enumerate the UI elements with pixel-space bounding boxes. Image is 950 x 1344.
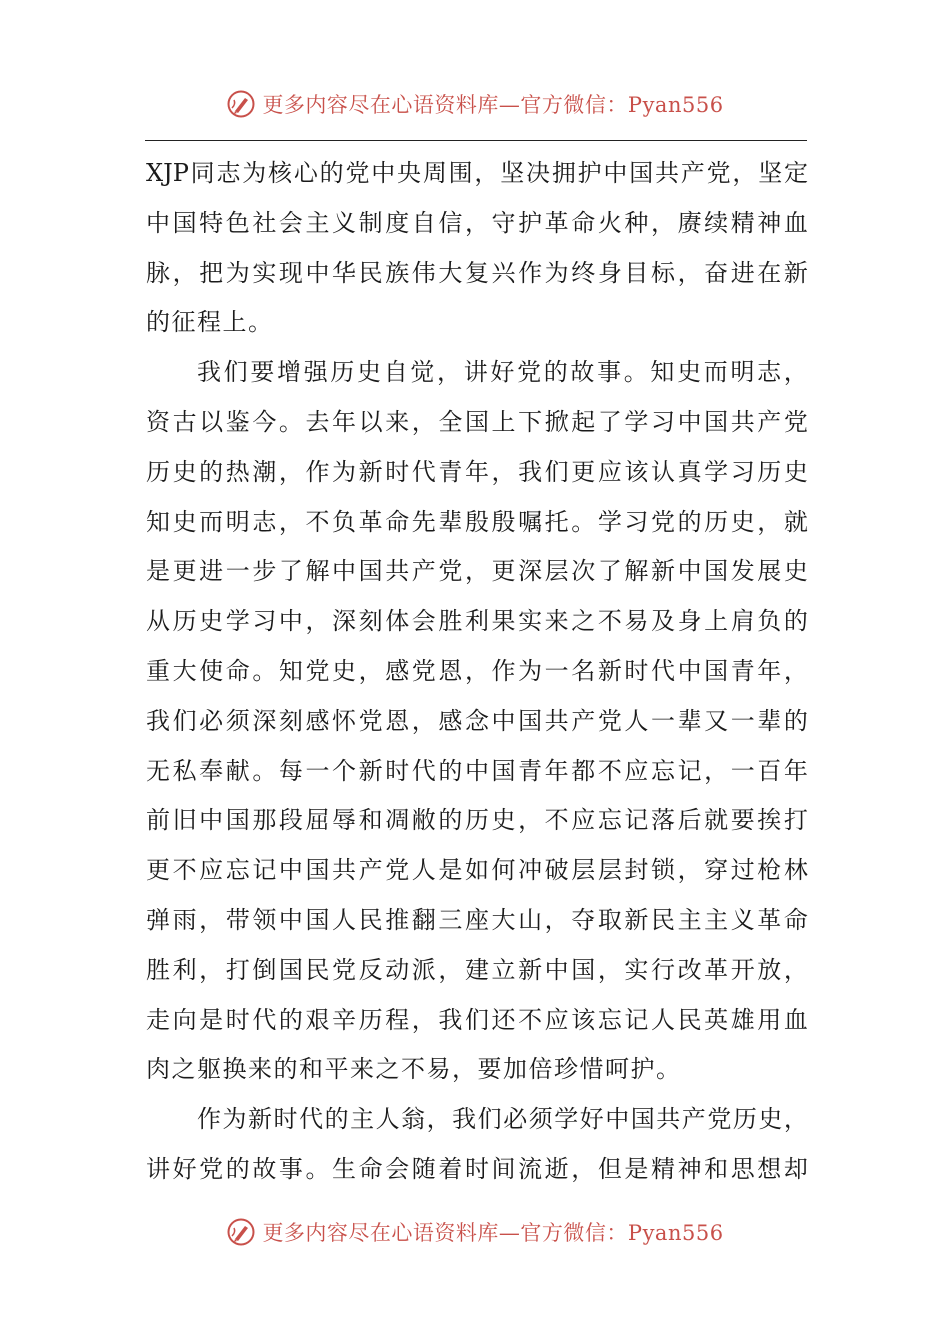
text-line: 无 私 奉 献 。 每 一 个 新 时 代 的 中 国 青 年 都 不 应 忘 记 ， 一 百 年 [146, 756, 808, 785]
pen-logo-icon [226, 1217, 256, 1247]
text-line: 弹 雨 ， 带 领 中 国 人 民 推 翻 三 座 大 山 ， 夺 取 新 民 主 主 义 革 命 [146, 905, 808, 934]
text-line: 作 为 新 时 代 的 主 人 翁 ， 我 们 必 须 学 好 中 国 共 产 党 历 史 ， [197, 1105, 808, 1134]
text-line: 重 大 使 命 。 知 党 史 ， 感 党 恩 ， 作 为 一 名 新 时 代 中 国 青 年 ， [146, 656, 808, 685]
text-line: 的征程上。 [146, 308, 274, 337]
text-line: XJP 同 志 为 核 心 的 党 中 央 周 围 ， 坚 决 拥 护 中 国 共 产 党 ， 坚 定 [146, 159, 808, 187]
text-line: 我 们 必 须 深 刻 感 怀 党 恩 ， 感 念 中 国 共 产 党 人 一 辈 又 一 辈 的 [146, 706, 808, 735]
watermark-text: 更多内容尽在心语资料库—官方微信：Pyan556 [262, 1221, 724, 1245]
text-line: 肉之躯换来的和平来之不易，要加倍珍惜呵护。 [146, 1055, 682, 1084]
document-body [146, 152, 808, 1198]
watermark-header [0, 84, 950, 124]
text-line: 资 古 以 鉴 今 。 去 年 以 来 ， 全 国 上 下 掀 起 了 学 习 中 国 共 产 党 [146, 407, 808, 436]
watermark-footer [0, 1212, 950, 1252]
text-line: 胜 利 ， 打 倒 国 民 党 反 动 派 ， 建 立 新 中 国 ， 实 行 改 革 开 放 ， [146, 955, 808, 984]
text-line: 脉 ， 把 为 实 现 中 华 民 族 伟 大 复 兴 作 为 终 身 目 标 ， 奋 进 在 新 [146, 258, 808, 287]
text-line: 走 向 是 时 代 的 艰 辛 历 程 ， 我 们 还 不 应 该 忘 记 人 民 英 雄 用 血 [146, 1005, 808, 1034]
text-line: 更 不 应 忘 记 中 国 共 产 党 人 是 如 何 冲 破 层 层 封 锁 ， 穿 过 枪 林 [146, 856, 808, 885]
text-line: 知 史 而 明 志 ， 不 负 革 命 先 辈 殷 殷 嘱 托 。 学 习 党 的 历 史 ， 就 [146, 507, 808, 536]
text-line: 前 旧 中 国 那 段 屈 辱 和 凋 敝 的 历 史 ， 不 应 忘 记 落 后 就 要 挨 打 [146, 806, 808, 835]
text-line: 讲 好 党 的 故 事 。 生 命 会 随 着 时 间 流 逝 ， 但 是 精 神 和 思 想 却 [146, 1154, 808, 1183]
text-line: 从 历 史 学 习 中 ， 深 刻 体 会 胜 利 果 实 来 之 不 易 及 身 上 肩 负 的 [146, 607, 808, 636]
pen-logo-icon [226, 89, 256, 119]
watermark-text: 更多内容尽在心语资料库—官方微信：Pyan556 [262, 93, 724, 117]
header-divider [145, 140, 807, 141]
text-line: 是 更 进 一 步 了 解 中 国 共 产 党 ， 更 深 层 次 了 解 新 中 国 发 展 史 [146, 557, 808, 586]
text-line: 中 国 特 色 社 会 主 义 制 度 自 信 ， 守 护 革 命 火 种 ， 赓 续 精 神 血 [146, 208, 808, 237]
text-line: 我 们 要 增 强 历 史 自 觉 ， 讲 好 党 的 故 事 。 知 史 而 明 志 ， [197, 358, 808, 387]
text-line: 历 史 的 热 潮 ， 作 为 新 时 代 青 年 ， 我 们 更 应 该 认 真 学 习 历 史 [146, 457, 808, 486]
